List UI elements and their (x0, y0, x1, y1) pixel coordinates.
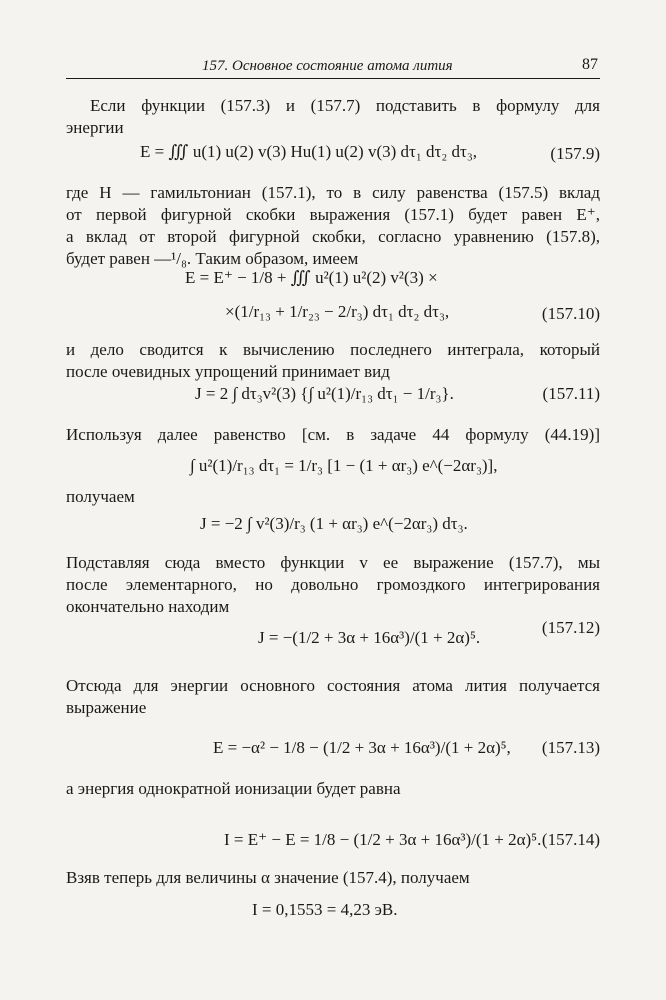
equation-157-9: E = ∭ u(1) u(2) v(3) Hu(1) u(2) v(3) dτ₁ dτ₂ dτ₃, (140, 142, 478, 161)
equation-157-10-line-1: E = E⁺ − 1/8 + ∭ u²(1) u²(2) v²(3) × (185, 268, 438, 287)
equation-auxiliary-1: ∫ u²(1)/r₁₃ dτ₁ = 1/r₃ [1 − (1 + αr₃) e^(−2αr₃)], (190, 456, 498, 475)
text-line: от первой фигурной скобки выражения (157.1) будет равен E⁺, (66, 205, 600, 224)
paragraph-1 (66, 95, 600, 139)
text-line: будет равен —¹/₈. Таким образом, имеем (66, 249, 359, 268)
equation-157-11: J = 2 ∫ dτ₃v²(3) {∫ u²(1)/r₁₃ dτ₁ − 1/r₃}. (195, 384, 454, 403)
paragraph-3 (66, 339, 600, 383)
text-line: Взяв теперь для величины α значение (157.4), получаем (66, 868, 470, 887)
text-line: Используя далее равенство [см. в задаче 44 формулу (44.19)] (66, 425, 600, 444)
text-line: а энергия однократной ионизации будет равна (66, 779, 401, 798)
paragraph-4 (66, 424, 600, 446)
equation-number: (157.12) (541, 618, 600, 637)
text-line: Подставляя сюда вместо функции v ее выражение (157.7), мы (66, 553, 600, 572)
equation-number: (157.11) (542, 384, 600, 403)
paragraph-6 (66, 552, 600, 618)
equation-157-12: J = −(1/2 + 3α + 16α³)/(1 + 2α)⁵. (258, 628, 481, 647)
paragraph-2 (66, 182, 600, 270)
text-line: а вклад от второй фигурной скобки, согласно уравнению (157.8), (66, 227, 600, 246)
paragraph-9 (66, 867, 600, 889)
equation-157-10-line-2: ×(1/r₁₃ + 1/r₂₃ − 2/r₃) dτ₁ dτ₂ dτ₃, (225, 302, 450, 321)
paragraph-5 (66, 486, 600, 508)
text-line: и дело сводится к вычислению последнего интеграла, который (66, 340, 600, 359)
paragraph-7 (66, 675, 600, 719)
equation-157-14: I = E⁺ − E = 1/8 − (1/2 + 3α + 16α³)/(1 + 2α)⁵. (224, 830, 542, 849)
text-line: выражение (66, 698, 147, 717)
text-line: где H — гамильтониан (157.1), то в силу равенства (157.5) вклад (66, 183, 600, 202)
text-line: получаем (66, 487, 135, 506)
equation-final-result: I = 0,1553 = 4,23 эВ. (252, 900, 398, 919)
running-header (66, 56, 600, 79)
text-line: после очевидных упрощений принимает вид (66, 362, 390, 381)
equation-number: (157.13) (541, 738, 600, 757)
equation-157-13: E = −α² − 1/8 − (1/2 + 3α + 16α³)/(1 + 2α)⁵, (213, 738, 511, 757)
equation-number: (157.9) (550, 144, 600, 163)
equation-number: (157.14) (541, 830, 600, 849)
text-line: Если функции (157.3) и (157.7) подставить в формулу для (90, 96, 600, 115)
text-line: после элементарного, но довольно громоздкого интегрирования (66, 575, 600, 594)
text-line: окончательно находим (66, 597, 230, 616)
equation-auxiliary-2: J = −2 ∫ v²(3)/r₃ (1 + αr₃) e^(−2αr₃) dτ₃. (200, 514, 468, 533)
equation-number: (157.10) (541, 304, 600, 323)
paragraph-8 (66, 778, 600, 800)
text-line: энергии (66, 118, 124, 137)
page-number: 87 (582, 56, 598, 73)
text-line: Отсюда для энергии основного состояния атома лития получается (66, 676, 600, 695)
header-title: 157. Основное состояние атома лития (202, 58, 453, 74)
